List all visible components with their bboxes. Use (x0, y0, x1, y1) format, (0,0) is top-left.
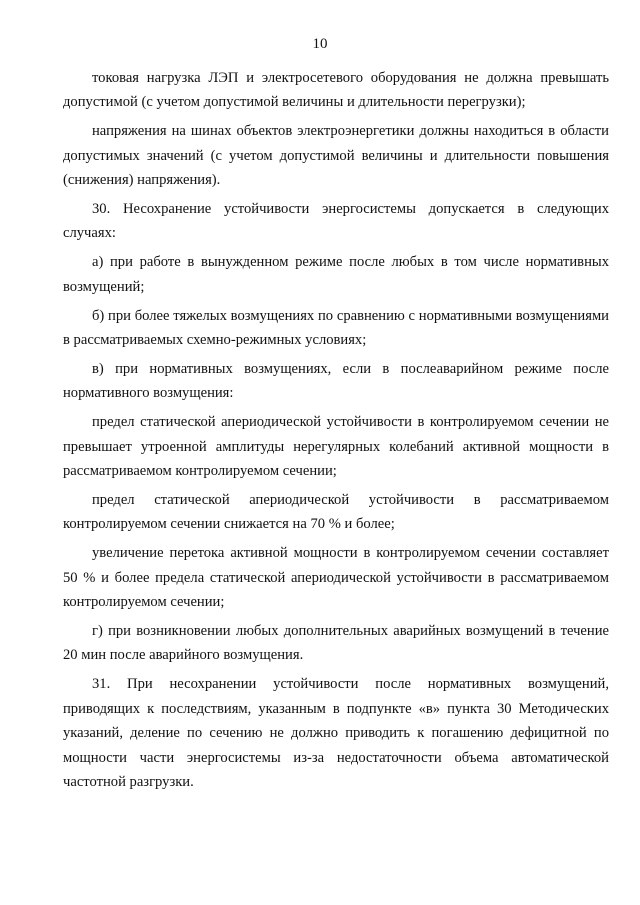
paragraph-item-30: 30. Несохранение устойчивости энергосистемы допускается в следующих случаях: (63, 201, 609, 242)
paragraph-item-30-a: а) при работе в вынужденном режиме после любых в том числе нормативных возмущений; (63, 254, 609, 295)
paragraph-item-31: 31. При несохранении устойчивости после нормативных возмущений, приводящих к последствиям, указанным в подпункте «в» пункта 30 Методических указаний, деление по сечению не должно приводить к погашению дефицитной по мощности части энергосистемы из-за недостаточности объема автоматической частотной разгрузки. (63, 676, 609, 790)
paragraph-item-30-v: в) при нормативных возмущениях, если в послеаварийном режиме после нормативного возмущения: (63, 360, 609, 402)
paragraph-bus-voltage: напряжения на шинах объектов электроэнергетики должны находиться в области допустимых значений (с учетом допустимой величины и длительности повышения (снижения) напряжения). (63, 123, 609, 189)
page-number: 10 (312, 36, 328, 52)
paragraph-power-flow-increase: увеличение перетока активной мощности в контролируемом сечении составляет 50 % и более предела статической апериодической устойчивости в рассматриваемом контролируемом сечении; (63, 545, 609, 611)
paragraph-item-30-b: б) при более тяжелых возмущениях по сравнению с нормативными возмущениями в рассматриваемых схемно-режимных условиях; (63, 307, 609, 349)
paragraph-item-30-g: г) при возникновении любых дополнительных аварийных возмущений в течение 20 мин после аварийного возмущения. (63, 623, 609, 664)
document-body (63, 66, 609, 799)
paragraph-stability-limit-decrease: предел статической апериодической устойчивости в рассматриваемом контролируемом сечении снижается на 70 % и более; (63, 492, 609, 533)
paragraph-current-load: токовая нагрузка ЛЭП и электросетевого оборудования не должна превышать допустимой (с учетом допустимой величины и длительности перегрузки); (63, 70, 609, 111)
paragraph-stability-limit-amplitude: предел статической апериодической устойчивости в контролируемом сечении не превышает утроенной амплитуды нерегулярных колебаний активной мощности в рассматриваемом контролируемом сечении; (63, 414, 609, 480)
